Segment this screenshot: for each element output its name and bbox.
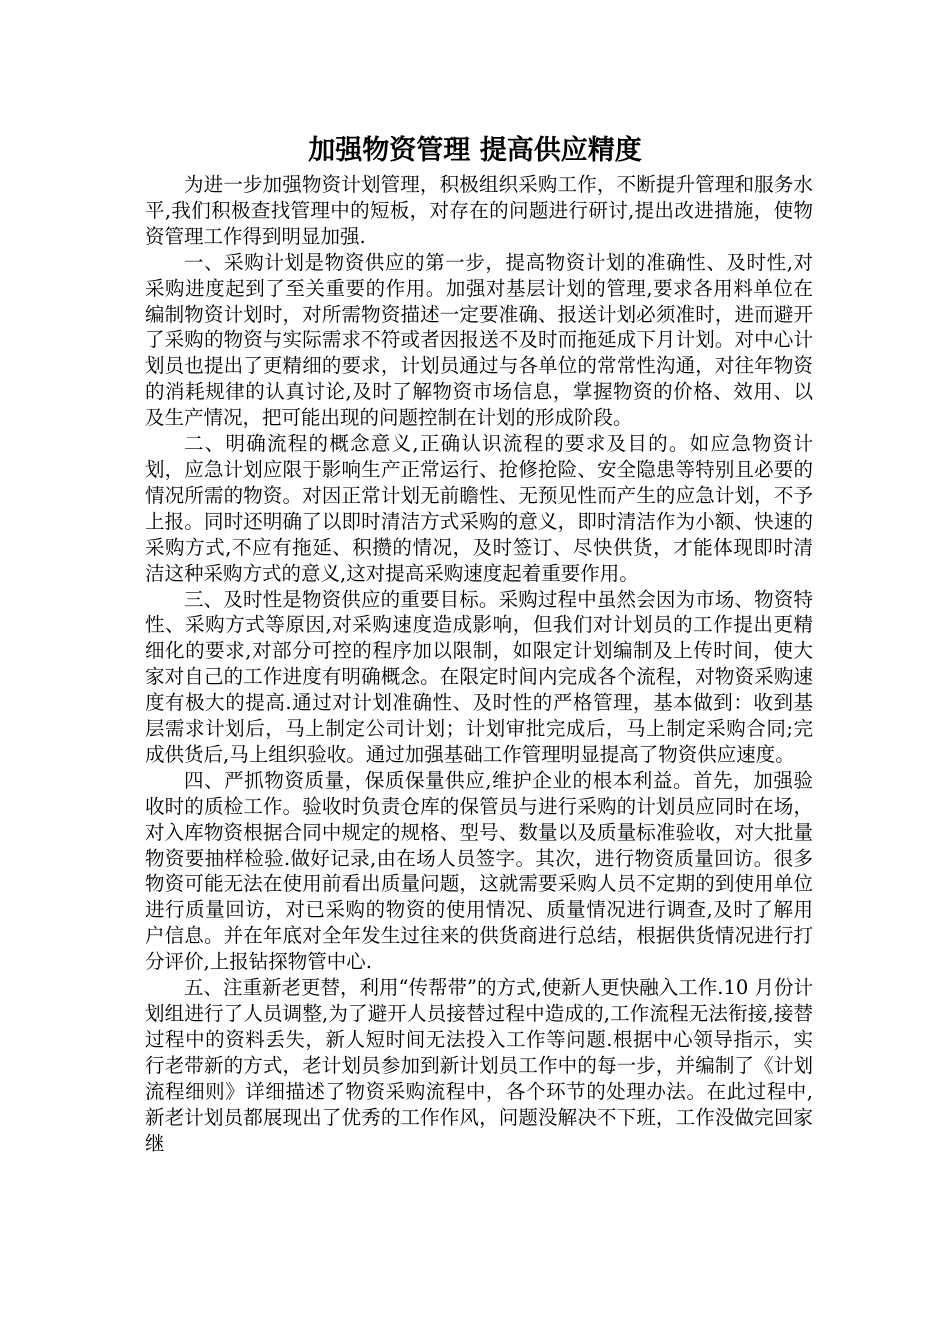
section-1-paragraph: 一、采购计划是物资供应的第一步，提高物资计划的准确性、及时性,对采购进度起到了至关重要的作用。加强对基层计划的管理,要求各用料单位在编制物资计划时，对所需物资描述一定要准确、报送计划必须准时，进而避开了采购的物资与实际需求不符或者因报送不及时而拖延成下月计划。对中心计划员也提出了更精细的要求，计划员通过与各单位的常常性沟通，对往年物资的消耗规律的认真讨论,及时了解物资市场信息，掌握物资的价格、效用、以及生产情况，把可能出现的问题控制在计划的形成阶段。 bbox=[145, 250, 813, 430]
document-title: 加强物资管理 提高供应精度 bbox=[308, 135, 642, 166]
section-3-paragraph: 三、及时性是物资供应的重要目标。采购过程中虽然会因为市场、物资特性、采购方式等原因,对采购速度造成影响，但我们对计划员的工作提出更精细化的要求,对部分可控的程序加以限制，如限定计划编制及上传时间，使大家对自己的工作进度有明确概念。在限定时间内完成各个流程，对物资采购速度有极大的提高.通过对计划准确性、及时性的严格管理，基本做到：收到基层需求计划后，马上制定公司计划；计划审批完成后，马上制定采购合同;完成供货后,马上组织验收。通过加强基础工作管理明显提高了物资供应速度。 bbox=[145, 587, 813, 766]
intro-paragraph: 为进一步加强物资计划管理，积极组织采购工作，不断提升管理和服务水平,我们积极查找管理中的短板，对存在的问题进行研讨,提出改进措施，使物资管理工作得到明显加强. bbox=[145, 173, 813, 248]
section-4-paragraph: 四、严抓物资质量，保质保量供应,维护企业的根本利益。首先，加强验收时的质检工作。验收时负责仓库的保管员与进行采购的计划员应同时在场，对入库物资根据合同中规定的规格、型号、数量以及质量标准验收，对大批量物资要抽样检验.做好记录,由在场人员签字。其次，进行物资质量回访。很多物资可能无法在使用前看出质量问题，这就需要采购人员不定期的到使用单位进行质量回访，对已采购的物资的使用情况、质量情况进行调查,及时了解用户信息。并在年底对全年发生过往来的供货商进行总结，根据供货情况进行打分评价,上报钻探物管中心. bbox=[145, 768, 813, 974]
section-5-paragraph: 五、注重新老更替，利用“传帮带”的方式,使新人更快融入工作.10 月份计划组进行了人员调整,为了避开人员接替过程中造成的,工作流程无法衔接,接替过程中的资料丢失，新人短时间无法投入工作等问题.根据中心领导指示，实行老带新的方式，老计划员参加到新计划员工作中的每一步，并编制了《计划流程细则》详细描述了物资采购流程中，各个环节的处理办法。在此过程中,新老计划员都展现出了优秀的工作作风，问题没解决不下班，工作没做完回家继 bbox=[145, 976, 813, 1155]
section-2-paragraph: 二、明确流程的概念意义,正确认识流程的要求及目的。如应急物资计划，应急计划应限于影响生产正常运行、抢修抢险、安全隐患等特别且必要的情况所需的物资。对因正常计划无前瞻性、无预见性而产生的应急计划，不予上报。同时还明确了以即时清洁方式采购的意义，即时清洁作为小额、快速的采购方式,不应有拖延、积攒的情况，及时签订、尽快供货，才能体现即时清洁这种采购方式的意义,这对提高采购速度起着重要作用。 bbox=[145, 432, 813, 585]
document-body bbox=[145, 172, 813, 1156]
